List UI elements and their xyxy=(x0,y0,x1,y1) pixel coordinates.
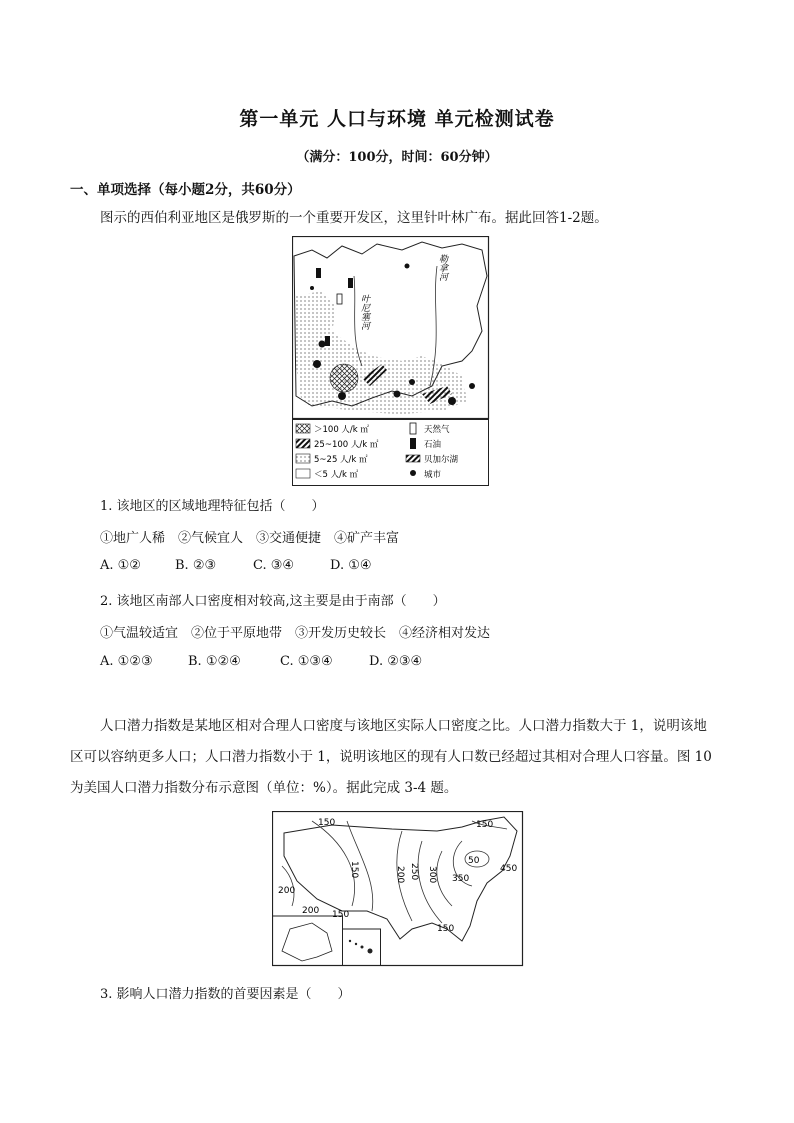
intro-paragraph-2-line-1: 人口潜力指数是某地区相对合理人口密度与该地区实际人口密度之比。人口潜力指数大于 1，说明该地 xyxy=(100,718,707,734)
oil-icon xyxy=(410,438,416,449)
question-1-options xyxy=(100,558,372,573)
intro-paragraph-2-line-2: 区可以容纳更多人口；人口潜力指数小于 1，说明该地区的现有人口数已经超过其相对合理人口容量。图 10 xyxy=(70,749,712,765)
river-label-yenisei: 叶尼塞河 xyxy=(359,294,369,330)
legend-swatch-5-25 xyxy=(296,454,310,463)
legend-label: 石油 xyxy=(424,440,442,450)
siberia-population-map xyxy=(292,236,492,486)
city-icon xyxy=(410,470,416,476)
question-2-stem: 2. 该地区南部人口密度相对较高,这主要是由于南部（ ） xyxy=(100,594,446,609)
option-a: A. ①②③ xyxy=(100,654,153,669)
option-c: C. ①③④ xyxy=(280,654,333,669)
isoline-label: 200 xyxy=(395,866,405,884)
legend-swatch-over-100 xyxy=(296,424,310,433)
usa-population-potential-map xyxy=(272,811,524,967)
isoline-label: 200 xyxy=(302,906,320,916)
isoline-label: 150 xyxy=(318,818,336,828)
question-3-stem: 3. 影响人口潜力指数的首要因素是（ ） xyxy=(100,987,351,1002)
legend-label: 25~100 人/k ㎡ xyxy=(314,440,379,450)
page-title: 第一单元 人口与环境 单元检测试卷 xyxy=(239,108,555,130)
option-b: B. ①②④ xyxy=(188,654,241,669)
isoline-label: 200 xyxy=(278,886,296,896)
legend-swatch-25-100 xyxy=(296,439,310,448)
legend-label: 城市 xyxy=(424,470,442,480)
map-legend xyxy=(293,420,489,486)
density-over-100 xyxy=(330,364,358,392)
question-2-options xyxy=(100,654,422,669)
isoline-label: 150 xyxy=(437,924,455,934)
question-2-items: ①气温较适宜 ②位于平原地带 ③开发历史较长 ④经济相对发达 xyxy=(100,626,491,641)
question-1-stem: 1. 该地区的区域地理特征包括（ ） xyxy=(100,499,325,514)
isoline-label: 350 xyxy=(452,874,470,884)
legend-label: 贝加尔湖 xyxy=(424,455,459,465)
isoline-label: 150 xyxy=(332,910,350,920)
legend-label: 5~25 人/k ㎡ xyxy=(314,455,368,465)
page-subtitle: （满分：100分，时间：60分钟） xyxy=(296,150,498,165)
option-d: D. ②③④ xyxy=(369,654,423,669)
section-heading: 一、单项选择（每小题2分，共60分） xyxy=(70,182,301,198)
river-label-lena: 勒拿河 xyxy=(437,254,447,281)
option-a: A. ①② xyxy=(100,558,141,573)
map-frame xyxy=(273,812,523,966)
isoline-label: 50 xyxy=(468,856,480,866)
intro-paragraph-1: 图示的西伯利亚地区是俄罗斯的一个重要开发区，这里针叶林广布。据此回答1-2题。 xyxy=(100,210,608,226)
legend-swatch-under-5 xyxy=(296,469,310,478)
legend-label: 天然气 xyxy=(424,425,450,435)
option-d: D. ①④ xyxy=(330,558,372,573)
option-c: C. ③④ xyxy=(253,558,295,573)
question-1-items: ①地广人稀 ②气候宜人 ③交通便捷 ④矿产丰富 xyxy=(100,531,400,546)
isoline-label: 250 xyxy=(409,863,419,881)
legend-label: ＞100 人/k ㎡ xyxy=(314,425,369,435)
isoline-label: 300 xyxy=(427,866,437,884)
gas-icon xyxy=(410,423,416,434)
legend-label: ＜5 人/k ㎡ xyxy=(314,470,359,480)
option-b: B. ②③ xyxy=(175,558,217,573)
lake-icon xyxy=(406,455,420,462)
isoline-label: 450 xyxy=(500,864,518,874)
isoline-label: 150 xyxy=(349,861,359,879)
isoline-label: 150 xyxy=(476,820,494,830)
intro-paragraph-2-line-3: 为美国人口潜力指数分布示意图（单位：%）。据此完成 3-4 题。 xyxy=(70,780,458,796)
